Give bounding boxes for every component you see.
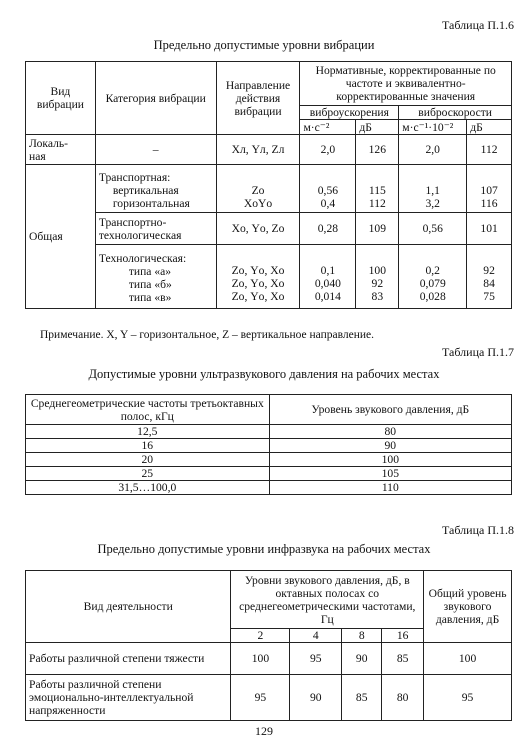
- header-level: Уровень звукового давления, дБ: [269, 395, 511, 425]
- value: 0,014: [314, 290, 341, 303]
- cell-level: 95: [290, 643, 342, 675]
- cell-velocity: 0,56: [399, 213, 467, 245]
- category-label: типа «в»: [128, 290, 172, 304]
- cell-velocity-tech: [399, 245, 467, 309]
- tech-title: Технологическая:: [98, 251, 187, 265]
- table-1-6-title: Предельно допустимые уровни вибрации: [153, 38, 375, 52]
- table-row: [26, 135, 512, 165]
- table-row: [26, 213, 512, 245]
- cell-direction: Xл, Yл, Zл: [216, 135, 300, 165]
- table-1-7-title: Допустимые уровни ультразвукового давления на рабочих местах: [88, 367, 440, 381]
- value: 0,079: [419, 277, 446, 290]
- value: 100: [368, 264, 387, 277]
- unit-velocity-db: дБ: [467, 120, 512, 135]
- header-activity: Вид деятельности: [26, 571, 231, 643]
- cell-level: 100: [231, 643, 290, 675]
- header-total-level: Общий уровень звукового давления, дБ: [424, 571, 512, 643]
- cell-level: 85: [342, 675, 382, 721]
- table-row: [26, 643, 512, 675]
- cell-level: 90: [269, 439, 511, 453]
- header-freq-16: 16: [382, 629, 424, 643]
- header-direction: Направление действия вибрации: [216, 62, 300, 135]
- header-levels: Уровни звукового давления, дБ, в октавных полосах со среднегеометрическими частотами, Гц: [231, 571, 424, 629]
- cell-acceleration: 2,0: [300, 135, 356, 165]
- value: 0,56: [317, 183, 339, 197]
- category-label: горизонтальная: [112, 196, 190, 210]
- table-row: [26, 165, 512, 213]
- cell-acceleration-transport: [300, 165, 356, 213]
- value: 116: [480, 196, 498, 210]
- cell-category: –: [95, 135, 216, 165]
- table-1-8-label: Таблица П.1.8: [442, 523, 514, 537]
- cell-acceleration-db: 109: [356, 213, 399, 245]
- cell-direction: Xо, Yо, Zо: [216, 213, 300, 245]
- unit-acceleration-db: дБ: [356, 120, 399, 135]
- cell-velocity-db-tech: [467, 245, 512, 309]
- cell-level: 80: [382, 675, 424, 721]
- cell-total: 95: [424, 675, 512, 721]
- cell-frequency: 16: [26, 439, 270, 453]
- cell-level: 90: [342, 643, 382, 675]
- value: 112: [368, 196, 386, 210]
- unit-velocity: м·с⁻¹·10⁻²: [399, 120, 467, 135]
- infrasound-table: [25, 570, 512, 721]
- header-frequency: Среднегеометрические частоты третьоктавных полос, кГц: [26, 395, 270, 425]
- cell-level: 110: [269, 481, 511, 495]
- cell-level: 100: [269, 453, 511, 467]
- value: 0,4: [320, 196, 336, 210]
- vibration-table: [25, 61, 512, 309]
- value: 3,2: [425, 196, 440, 210]
- direction-value: XоYо: [243, 196, 273, 210]
- cell-acceleration-tech: [300, 245, 356, 309]
- value: 0,028: [419, 290, 446, 303]
- cell-level: 90: [290, 675, 342, 721]
- direction-value: Zо, Yо, Xо: [231, 290, 285, 303]
- table-1-7-label: Таблица П.1.7: [442, 345, 514, 359]
- cell-acceleration-db-transport: [356, 165, 399, 213]
- ultrasound-table: [25, 394, 512, 495]
- value: 0,040: [314, 277, 341, 290]
- table-1-6-label: Таблица П.1.6: [442, 18, 514, 32]
- cell-velocity-transport: [399, 165, 467, 213]
- direction-value: Zо, Yо, Xо: [231, 264, 285, 277]
- cell-level: 85: [382, 643, 424, 675]
- cell-category-transport: [95, 165, 216, 213]
- category-label: типа «б»: [128, 277, 172, 291]
- unit-acceleration: м·с⁻²: [300, 120, 356, 135]
- cell-level: 105: [269, 467, 511, 481]
- table-row: [26, 675, 512, 721]
- value: 84: [483, 277, 495, 290]
- value: 92: [483, 264, 495, 277]
- value: 0,1: [320, 264, 336, 277]
- cell-category-tech: [95, 245, 216, 309]
- cell-frequency: 20: [26, 453, 270, 467]
- value: 115: [368, 183, 386, 197]
- header-freq-2: 2: [231, 629, 290, 643]
- header-acceleration: виброускорения: [300, 106, 399, 120]
- cell-vid-general: Общая: [26, 165, 96, 309]
- cell-activity: Работы различной степени эмоционально-интеллектуальной напряженности: [26, 675, 231, 721]
- value: 75: [483, 290, 495, 303]
- cell-total: 100: [424, 643, 512, 675]
- header-freq-4: 4: [290, 629, 342, 643]
- value: 107: [480, 183, 498, 197]
- cell-velocity: 2,0: [399, 135, 467, 165]
- category-label: типа «а»: [128, 264, 172, 278]
- direction-value: Zо, Yо, Xо: [231, 277, 285, 290]
- table-1-8-title: Предельно допустимые уровни инфразвука на рабочих местах: [97, 542, 431, 556]
- cell-direction-tech: [216, 245, 300, 309]
- category-label: вертикальная: [112, 183, 179, 197]
- header-vid: Вид вибрации: [26, 62, 96, 135]
- value: 92: [371, 277, 384, 290]
- cell-acceleration-db-tech: [356, 245, 399, 309]
- table-row: [26, 453, 512, 467]
- header-category: Категория вибрации: [95, 62, 216, 135]
- table-note: Примечание. X, Y – горизонтальное, Z – вертикальное направление.: [40, 329, 374, 341]
- cell-level: 95: [231, 675, 290, 721]
- cell-velocity-db-transport: [467, 165, 512, 213]
- value: 1,1: [425, 183, 440, 197]
- page-number: 129: [255, 724, 273, 738]
- table-row: [26, 439, 512, 453]
- value: 83: [371, 290, 384, 303]
- cell-acceleration-db: 126: [356, 135, 399, 165]
- table-row: [26, 467, 512, 481]
- cell-frequency: 12,5: [26, 425, 270, 439]
- cell-velocity-db: 112: [467, 135, 512, 165]
- cell-velocity-db: 101: [467, 213, 512, 245]
- header-freq-8: 8: [342, 629, 382, 643]
- cell-acceleration: 0,28: [300, 213, 356, 245]
- cell-category-trtech: Транспортно- технологическая: [95, 213, 216, 245]
- cell-frequency: 25: [26, 467, 270, 481]
- cell-vid-local: Локаль- ная: [26, 135, 96, 165]
- value: 0,2: [425, 264, 440, 277]
- transport-title: Транспортная:: [98, 170, 171, 184]
- table-row: [26, 481, 512, 495]
- header-normative: Нормативные, корректированные по частоте и эквивалентно-корректированные значения: [300, 62, 512, 106]
- table-row: [26, 425, 512, 439]
- table-row: [26, 245, 512, 309]
- cell-frequency: 31,5…100,0: [26, 481, 270, 495]
- cell-direction-transport: [216, 165, 300, 213]
- cell-level: 80: [269, 425, 511, 439]
- direction-value: Zо: [251, 183, 265, 197]
- cell-activity: Работы различной степени тяжести: [26, 643, 231, 675]
- header-velocity: виброскорости: [399, 106, 512, 120]
